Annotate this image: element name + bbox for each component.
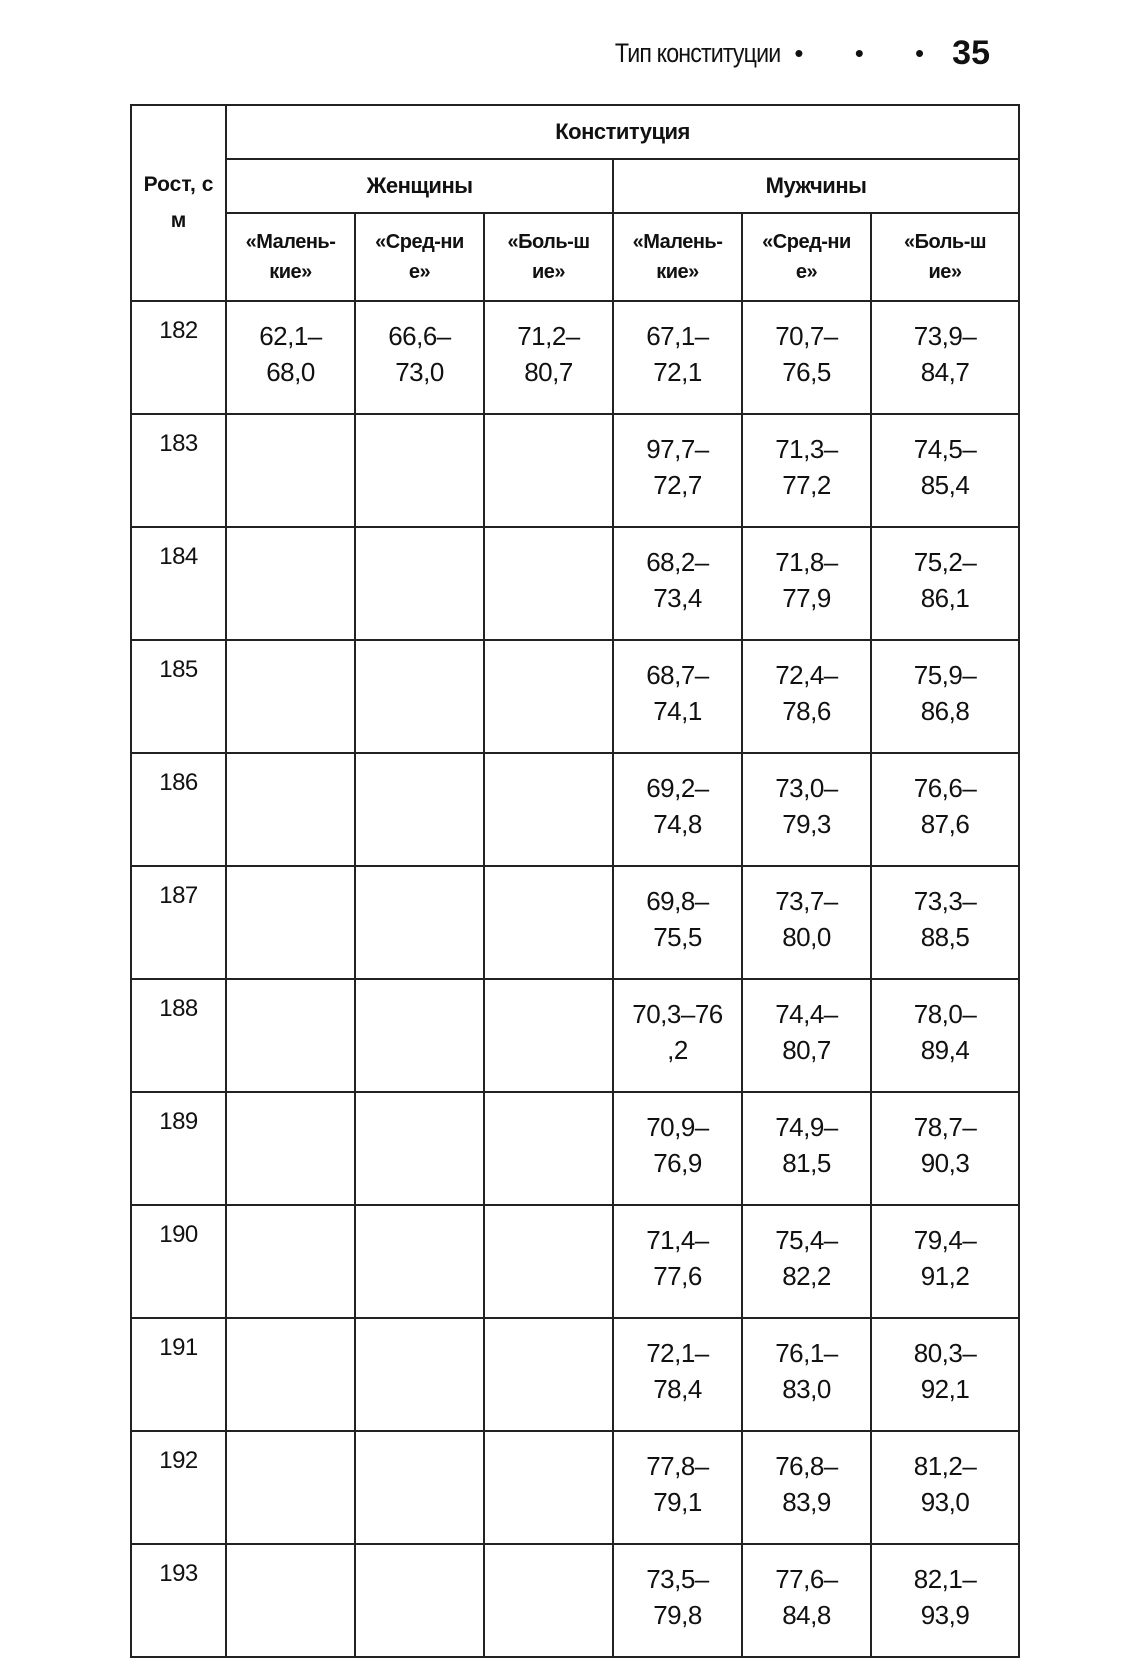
men-medium-cell — [742, 1092, 871, 1205]
women-header: Женщины — [226, 159, 613, 213]
range-end: 79,3 — [782, 809, 831, 839]
range-end: 81,5 — [782, 1148, 831, 1178]
range-start: 71,2– — [517, 321, 580, 351]
men-large-cell — [871, 1318, 1019, 1431]
men-medium-cell — [742, 1205, 871, 1318]
men-medium-cell — [742, 866, 871, 979]
men-large-cell — [871, 1092, 1019, 1205]
men-large-cell — [871, 1205, 1019, 1318]
range-end: 79,8 — [653, 1600, 702, 1630]
range-start: 62,1– — [259, 321, 322, 351]
range-end: 76,9 — [653, 1148, 702, 1178]
range-start: 72,4– — [775, 660, 838, 690]
height-cell: 188 — [131, 979, 226, 1092]
women-medium-cell — [355, 414, 484, 527]
range-end: 84,7 — [920, 357, 970, 387]
men-small-cell — [613, 414, 742, 527]
women-medium-header: «Сред-ние» — [355, 213, 484, 301]
range-start: 80,3– — [913, 1338, 977, 1368]
constitution-header: Конституция — [226, 105, 1019, 159]
men-small-cell — [613, 753, 742, 866]
men-medium-header: «Сред-ние» — [742, 213, 871, 301]
range-start: 73,9– — [913, 321, 977, 351]
range-end: 80,7 — [524, 357, 573, 387]
women-small-header: «Малень-кие» — [226, 213, 355, 301]
table-row — [131, 527, 1019, 640]
range-end: 85,4 — [920, 470, 970, 500]
range-end: 73,4 — [653, 583, 702, 613]
range-end: 72,7 — [653, 470, 702, 500]
women-large-cell — [484, 414, 613, 527]
table-row — [131, 1205, 1019, 1318]
running-head — [588, 28, 990, 78]
range-end: 93,0 — [920, 1487, 970, 1517]
range-end: 68,0 — [266, 357, 315, 387]
men-large-header: «Боль-шие» — [871, 213, 1019, 301]
range-start: 73,0– — [775, 773, 838, 803]
range-end: 78,4 — [653, 1374, 702, 1404]
range-start: 74,9– — [775, 1112, 838, 1142]
range-end: 80,7 — [782, 1035, 831, 1065]
women-large-cell — [484, 1431, 613, 1544]
table-row — [131, 1318, 1019, 1431]
table-row — [131, 1431, 1019, 1544]
women-medium-cell — [355, 979, 484, 1092]
men-large-cell — [871, 979, 1019, 1092]
range-start: 70,9– — [646, 1112, 709, 1142]
women-small-cell — [226, 866, 355, 979]
height-cell: 190 — [131, 1205, 226, 1318]
women-small-cell — [226, 301, 355, 414]
range-start: 82,1– — [913, 1564, 977, 1594]
men-small-cell — [613, 1431, 742, 1544]
women-small-cell — [226, 1205, 355, 1318]
women-medium-cell — [355, 1092, 484, 1205]
men-medium-cell — [742, 414, 871, 527]
range-start: 74,5– — [913, 434, 977, 464]
range-end: 76,5 — [782, 357, 831, 387]
women-large-cell — [484, 1318, 613, 1431]
men-large-cell — [871, 527, 1019, 640]
women-small-cell — [226, 640, 355, 753]
men-large-cell — [871, 753, 1019, 866]
range-start: 75,4– — [775, 1225, 838, 1255]
men-large-cell — [871, 640, 1019, 753]
men-large-cell — [871, 1431, 1019, 1544]
men-medium-cell — [742, 979, 871, 1092]
range-start: 77,6– — [775, 1564, 838, 1594]
women-medium-cell — [355, 1431, 484, 1544]
women-large-cell — [484, 1092, 613, 1205]
range-end: 77,6 — [653, 1261, 702, 1291]
table-row — [131, 753, 1019, 866]
page-number: 35 — [952, 33, 990, 72]
range-start: 77,8– — [646, 1451, 709, 1481]
range-start: 71,8– — [775, 547, 838, 577]
running-title: Тип конституции — [615, 37, 781, 68]
range-start: 76,8– — [775, 1451, 838, 1481]
height-cell: 183 — [131, 414, 226, 527]
range-start: 69,2– — [646, 773, 709, 803]
range-end: 77,2 — [782, 470, 831, 500]
men-small-cell — [613, 979, 742, 1092]
range-start: 66,6– — [388, 321, 451, 351]
range-end: 79,1 — [653, 1487, 702, 1517]
men-medium-cell — [742, 753, 871, 866]
women-medium-cell — [355, 301, 484, 414]
women-large-cell — [484, 640, 613, 753]
range-end: 80,0 — [782, 922, 831, 952]
men-medium-cell — [742, 527, 871, 640]
women-small-cell — [226, 753, 355, 866]
women-small-cell — [226, 527, 355, 640]
men-medium-cell — [742, 1431, 871, 1544]
women-small-cell — [226, 414, 355, 527]
range-start: 75,9– — [913, 660, 977, 690]
range-start: 67,1– — [646, 321, 709, 351]
men-large-cell — [871, 414, 1019, 527]
range-start: 75,2– — [913, 547, 977, 577]
range-start: 76,6– — [913, 773, 977, 803]
men-large-cell — [871, 866, 1019, 979]
range-end: 78,6 — [782, 696, 831, 726]
range-start: 71,3– — [775, 434, 838, 464]
men-header: Мужчины — [613, 159, 1019, 213]
range-end: 84,8 — [782, 1600, 831, 1630]
range-end: 92,1 — [920, 1374, 970, 1404]
height-cell: 189 — [131, 1092, 226, 1205]
men-small-cell — [613, 640, 742, 753]
men-small-cell — [613, 1092, 742, 1205]
height-cell: 191 — [131, 1318, 226, 1431]
women-medium-cell — [355, 1318, 484, 1431]
women-large-cell — [484, 979, 613, 1092]
men-small-cell — [613, 1318, 742, 1431]
header-bullets: • • • — [794, 37, 947, 68]
height-cell: 182 — [131, 301, 226, 414]
women-large-cell — [484, 301, 613, 414]
men-small-cell — [613, 527, 742, 640]
table-body — [131, 301, 1019, 1657]
range-start: 73,3– — [913, 886, 977, 916]
range-start: 69,8– — [646, 886, 709, 916]
women-small-cell — [226, 1431, 355, 1544]
women-large-cell — [484, 866, 613, 979]
height-column-header: Рост, см — [131, 105, 226, 301]
range-start: 73,5– — [646, 1564, 709, 1594]
table-row — [131, 301, 1019, 414]
range-end: 75,5 — [653, 922, 702, 952]
women-large-cell — [484, 1205, 613, 1318]
range-end: 73,0 — [395, 357, 444, 387]
range-start: 79,4– — [913, 1225, 977, 1255]
height-cell: 186 — [131, 753, 226, 866]
range-start: 97,7– — [646, 434, 709, 464]
range-start: 81,2– — [913, 1451, 977, 1481]
men-large-cell — [871, 301, 1019, 414]
range-end: ,2 — [667, 1035, 688, 1065]
table-row — [131, 866, 1019, 979]
range-end: 83,0 — [782, 1374, 831, 1404]
table-row — [131, 979, 1019, 1092]
table-row — [131, 414, 1019, 527]
table-row — [131, 1092, 1019, 1205]
women-large-cell — [484, 753, 613, 866]
range-start: 74,4– — [775, 999, 838, 1029]
height-cell: 193 — [131, 1544, 226, 1657]
range-end: 86,8 — [920, 696, 970, 726]
range-end: 88,5 — [920, 922, 970, 952]
range-end: 74,1 — [653, 696, 702, 726]
women-small-cell — [226, 1318, 355, 1431]
men-small-header: «Малень-кие» — [613, 213, 742, 301]
range-end: 87,6 — [920, 809, 970, 839]
range-end: 86,1 — [920, 583, 970, 613]
height-cell: 185 — [131, 640, 226, 753]
men-small-cell — [613, 1205, 742, 1318]
height-cell: 192 — [131, 1431, 226, 1544]
men-medium-cell — [742, 1318, 871, 1431]
range-start: 71,4– — [646, 1225, 709, 1255]
women-medium-cell — [355, 866, 484, 979]
range-end: 74,8 — [653, 809, 702, 839]
range-start: 68,2– — [646, 547, 709, 577]
men-small-cell — [613, 866, 742, 979]
women-large-header: «Боль-шие» — [484, 213, 613, 301]
range-end: 83,9 — [782, 1487, 831, 1517]
range-end: 77,9 — [782, 583, 831, 613]
range-end: 72,1 — [653, 357, 702, 387]
range-end: 90,3 — [920, 1148, 970, 1178]
table-row — [131, 640, 1019, 753]
range-start: 70,7– — [775, 321, 838, 351]
constitution-weight-table — [130, 104, 1020, 1658]
height-cell: 187 — [131, 866, 226, 979]
women-medium-cell — [355, 753, 484, 866]
range-start: 72,1– — [646, 1338, 709, 1368]
women-medium-cell — [355, 640, 484, 753]
women-small-cell — [226, 1092, 355, 1205]
women-small-cell — [226, 979, 355, 1092]
range-end: 93,9 — [920, 1600, 970, 1630]
height-cell: 184 — [131, 527, 226, 640]
range-start: 78,7– — [913, 1112, 977, 1142]
women-medium-cell — [355, 527, 484, 640]
range-start: 68,7– — [646, 660, 709, 690]
range-end: 91,2 — [920, 1261, 970, 1291]
women-medium-cell — [355, 1205, 484, 1318]
range-start: 73,7– — [775, 886, 838, 916]
range-end: 89,4 — [920, 1035, 970, 1065]
men-small-cell — [613, 301, 742, 414]
men-medium-cell — [742, 640, 871, 753]
range-end: 82,2 — [782, 1261, 831, 1291]
range-start: 70,3–76 — [632, 999, 723, 1029]
range-start: 78,0– — [913, 999, 977, 1029]
men-medium-cell — [742, 301, 871, 414]
range-start: 76,1– — [775, 1338, 838, 1368]
women-large-cell — [484, 527, 613, 640]
